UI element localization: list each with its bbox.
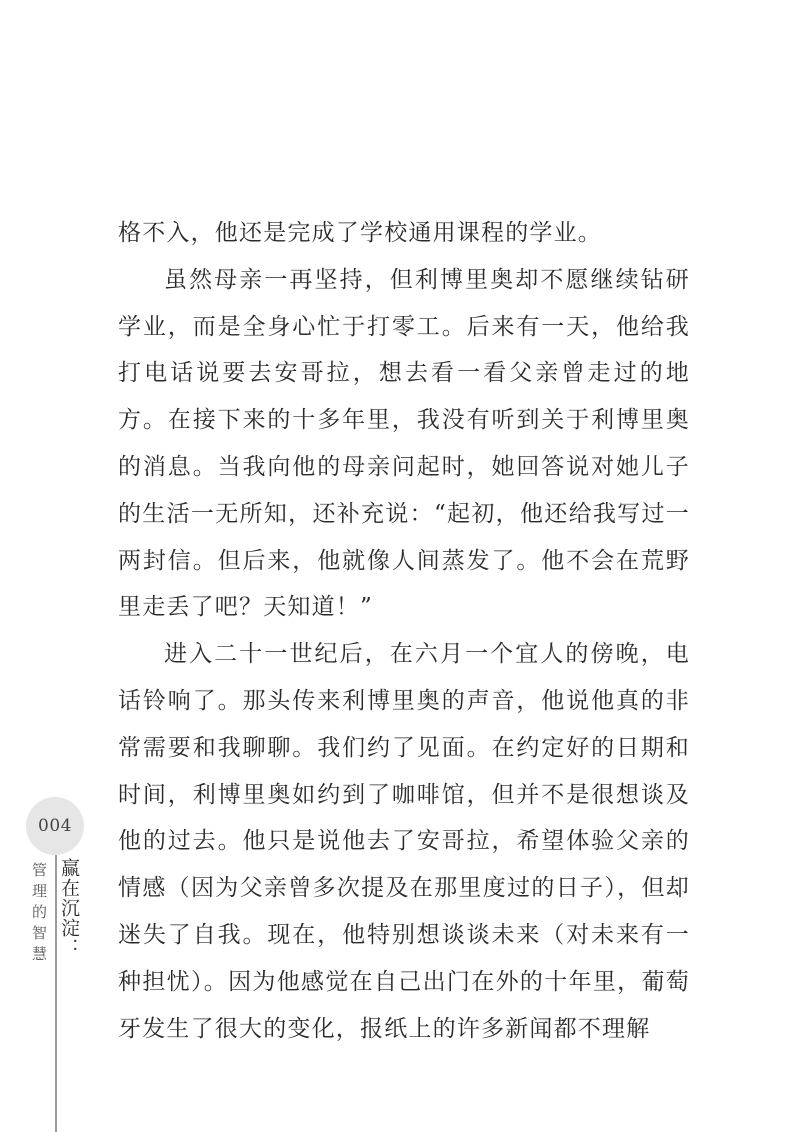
- page-number: 004: [38, 816, 72, 836]
- page-number-badge: [26, 797, 84, 855]
- page-body-text: [118, 210, 690, 1052]
- paragraph: 虽然母亲一再坚持，但利博里奥却不愿继续钻研学业，而是全身心忙于打零工。后来有一天，他给我打电话说要去安哥拉，想去看一看父亲曾走过的地方。在接下来的十多年里，我没有听到关于利博里奥的消息。当我向他的母亲问起时，她回答说对她儿子的生活一无所知，还补充说：“起初，他还给我写过一两封信。但后来，他就像人间蒸发了。他不会在荒野里走丢了吧？天知道！”: [118, 266, 690, 621]
- running-header-subtitle: 管理的智慧: [30, 862, 48, 967]
- paragraph-continuation: 格不入，他还是完成了学校通用课程的学业。: [118, 220, 602, 246]
- paragraph: 进入二十一世纪后，在六月一个宜人的傍晚，电话铃响了。那头传来利博里奥的声音，他说他真的非常需要和我聊聊。我们约了见面。在约定好的日期和时间，利博里奥如约到了咖啡馆，但并不是很想谈及他的过去。他只是说他去了安哥拉，希望体验父亲的情感（因为父亲曾多次提及在那里度过的日子），但却迷失了自我。现在，他特别想谈谈未来（对未来有一种担忧）。因为他感觉在自己出门在外的十年里，葡萄牙发生了很大的变化，报纸上的许多新闻都不理解: [118, 641, 690, 1042]
- running-header-title: 赢在沉淀：: [58, 858, 80, 958]
